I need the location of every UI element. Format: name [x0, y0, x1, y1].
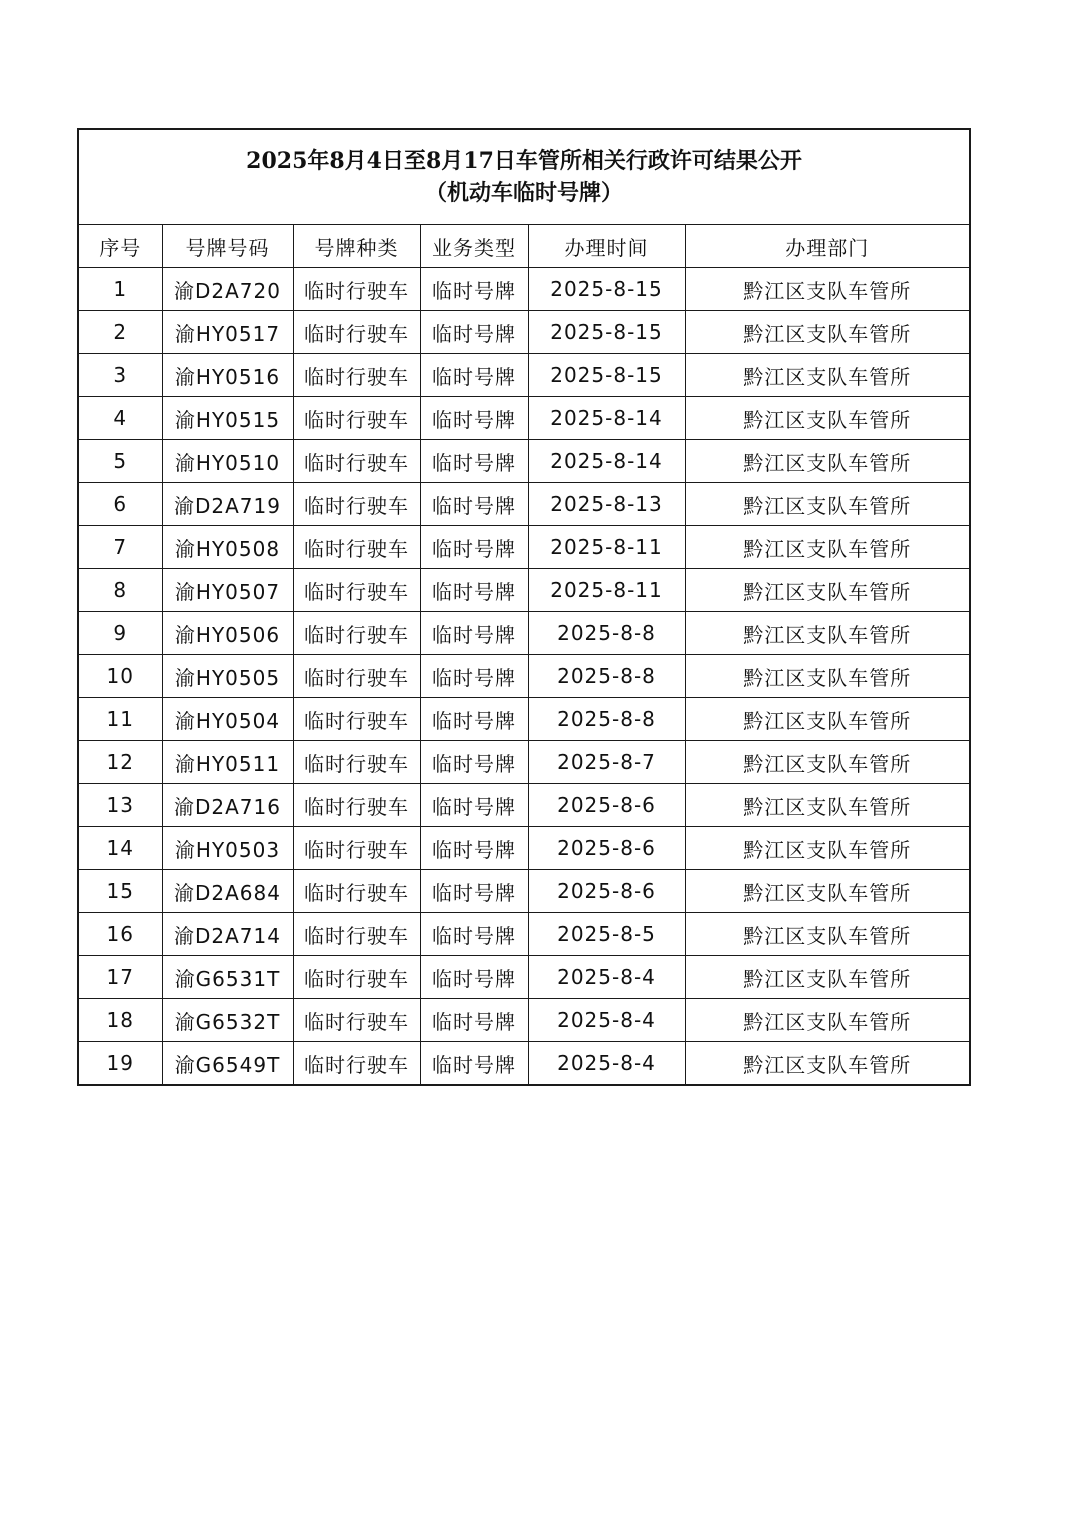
plate-number-cell: 渝HY0503 — [162, 827, 293, 870]
process-date-cell: 2025-8-8 — [528, 655, 685, 698]
table-row — [78, 397, 970, 440]
title-line-1: 2025年8月4日至8月17日车管所相关行政许可结果公开 — [246, 148, 802, 174]
business-type-cell: 临时号牌 — [420, 655, 528, 698]
business-type-cell: 临时号牌 — [420, 612, 528, 655]
table-row — [78, 956, 970, 999]
plate-type-cell: 临时行驶车 — [293, 1042, 420, 1086]
table-row — [78, 784, 970, 827]
business-type-cell: 临时号牌 — [420, 999, 528, 1042]
plate-number-cell: 渝D2A720 — [162, 268, 293, 311]
table-row — [78, 311, 970, 354]
plate-number-cell: 渝HY0508 — [162, 526, 293, 569]
business-type-cell: 临时号牌 — [420, 870, 528, 913]
plate-type-cell: 临时行驶车 — [293, 655, 420, 698]
plate-type-cell: 临时行驶车 — [293, 483, 420, 526]
plate-type-cell: 临时行驶车 — [293, 397, 420, 440]
plate-number-cell: 渝D2A719 — [162, 483, 293, 526]
process-date-cell: 2025-8-4 — [528, 1042, 685, 1086]
row-index-cell: 5 — [78, 440, 162, 483]
table-row — [78, 440, 970, 483]
plate-number-cell: 渝HY0510 — [162, 440, 293, 483]
header-row — [78, 225, 970, 268]
business-type-cell: 临时号牌 — [420, 569, 528, 612]
department-cell: 黔江区支队车管所 — [685, 397, 970, 440]
title-line-2: （机动车临时号牌） — [425, 180, 624, 206]
plate-type-cell: 临时行驶车 — [293, 569, 420, 612]
department-cell: 黔江区支队车管所 — [685, 440, 970, 483]
department-cell: 黔江区支队车管所 — [685, 870, 970, 913]
business-type-cell: 临时号牌 — [420, 741, 528, 784]
row-index-cell: 13 — [78, 784, 162, 827]
process-date-cell: 2025-8-6 — [528, 870, 685, 913]
table-row — [78, 1042, 970, 1086]
plate-number-cell: 渝D2A716 — [162, 784, 293, 827]
business-type-cell: 临时号牌 — [420, 698, 528, 741]
row-index-cell: 16 — [78, 913, 162, 956]
plate-number-cell: 渝HY0506 — [162, 612, 293, 655]
column-header-index: 序号 — [78, 225, 162, 268]
column-header-department: 办理部门 — [685, 225, 970, 268]
business-type-cell: 临时号牌 — [420, 440, 528, 483]
plate-number-cell: 渝HY0505 — [162, 655, 293, 698]
column-header-business-type: 业务类型 — [420, 225, 528, 268]
department-cell: 黔江区支队车管所 — [685, 354, 970, 397]
plate-type-cell: 临时行驶车 — [293, 268, 420, 311]
plate-number-cell: 渝HY0515 — [162, 397, 293, 440]
plate-type-cell: 临时行驶车 — [293, 827, 420, 870]
row-index-cell: 6 — [78, 483, 162, 526]
plate-type-cell: 临时行驶车 — [293, 784, 420, 827]
table-row — [78, 999, 970, 1042]
business-type-cell: 临时号牌 — [420, 268, 528, 311]
column-header-process-date: 办理时间 — [528, 225, 685, 268]
business-type-cell: 临时号牌 — [420, 397, 528, 440]
plate-number-cell: 渝G6532T — [162, 999, 293, 1042]
department-cell: 黔江区支队车管所 — [685, 526, 970, 569]
department-cell: 黔江区支队车管所 — [685, 913, 970, 956]
process-date-cell: 2025-8-15 — [528, 354, 685, 397]
plate-number-cell: 渝HY0504 — [162, 698, 293, 741]
department-cell: 黔江区支队车管所 — [685, 1042, 970, 1086]
process-date-cell: 2025-8-15 — [528, 311, 685, 354]
process-date-cell: 2025-8-7 — [528, 741, 685, 784]
plate-number-cell: 渝D2A714 — [162, 913, 293, 956]
row-index-cell: 9 — [78, 612, 162, 655]
process-date-cell: 2025-8-11 — [528, 526, 685, 569]
plate-type-cell: 临时行驶车 — [293, 311, 420, 354]
row-index-cell: 4 — [78, 397, 162, 440]
column-header-plate-type: 号牌种类 — [293, 225, 420, 268]
permit-results-table — [77, 128, 971, 1086]
process-date-cell: 2025-8-11 — [528, 569, 685, 612]
table-row — [78, 870, 970, 913]
table-row — [78, 698, 970, 741]
plate-number-cell: 渝HY0517 — [162, 311, 293, 354]
business-type-cell: 临时号牌 — [420, 1042, 528, 1086]
row-index-cell: 1 — [78, 268, 162, 311]
plate-type-cell: 临时行驶车 — [293, 698, 420, 741]
plate-number-cell: 渝G6531T — [162, 956, 293, 999]
process-date-cell: 2025-8-13 — [528, 483, 685, 526]
business-type-cell: 临时号牌 — [420, 956, 528, 999]
plate-number-cell: 渝HY0516 — [162, 354, 293, 397]
row-index-cell: 12 — [78, 741, 162, 784]
department-cell: 黔江区支队车管所 — [685, 999, 970, 1042]
row-index-cell: 7 — [78, 526, 162, 569]
business-type-cell: 临时号牌 — [420, 311, 528, 354]
plate-type-cell: 临时行驶车 — [293, 526, 420, 569]
process-date-cell: 2025-8-8 — [528, 612, 685, 655]
row-index-cell: 19 — [78, 1042, 162, 1086]
department-cell: 黔江区支队车管所 — [685, 956, 970, 999]
department-cell: 黔江区支队车管所 — [685, 784, 970, 827]
column-header-plate-number: 号牌号码 — [162, 225, 293, 268]
plate-number-cell: 渝D2A684 — [162, 870, 293, 913]
table-row — [78, 354, 970, 397]
department-cell: 黔江区支队车管所 — [685, 698, 970, 741]
table-row — [78, 827, 970, 870]
plate-type-cell: 临时行驶车 — [293, 440, 420, 483]
process-date-cell: 2025-8-6 — [528, 784, 685, 827]
plate-type-cell: 临时行驶车 — [293, 913, 420, 956]
business-type-cell: 临时号牌 — [420, 354, 528, 397]
table-row — [78, 913, 970, 956]
table-body — [78, 268, 970, 1086]
row-index-cell: 15 — [78, 870, 162, 913]
department-cell: 黔江区支队车管所 — [685, 612, 970, 655]
plate-type-cell: 临时行驶车 — [293, 741, 420, 784]
plate-type-cell: 临时行驶车 — [293, 999, 420, 1042]
table-row — [78, 483, 970, 526]
table-row — [78, 612, 970, 655]
department-cell: 黔江区支队车管所 — [685, 741, 970, 784]
plate-number-cell: 渝HY0511 — [162, 741, 293, 784]
table-row — [78, 268, 970, 311]
row-index-cell: 14 — [78, 827, 162, 870]
department-cell: 黔江区支队车管所 — [685, 311, 970, 354]
plate-type-cell: 临时行驶车 — [293, 354, 420, 397]
process-date-cell: 2025-8-8 — [528, 698, 685, 741]
row-index-cell: 10 — [78, 655, 162, 698]
business-type-cell: 临时号牌 — [420, 784, 528, 827]
business-type-cell: 临时号牌 — [420, 913, 528, 956]
process-date-cell: 2025-8-14 — [528, 397, 685, 440]
business-type-cell: 临时号牌 — [420, 827, 528, 870]
plate-number-cell: 渝G6549T — [162, 1042, 293, 1086]
table-row — [78, 526, 970, 569]
row-index-cell: 2 — [78, 311, 162, 354]
plate-type-cell: 临时行驶车 — [293, 870, 420, 913]
business-type-cell: 临时号牌 — [420, 483, 528, 526]
table-row — [78, 569, 970, 612]
row-index-cell: 3 — [78, 354, 162, 397]
title-row — [78, 129, 970, 225]
table-row — [78, 655, 970, 698]
row-index-cell: 11 — [78, 698, 162, 741]
department-cell: 黔江区支队车管所 — [685, 569, 970, 612]
process-date-cell: 2025-8-4 — [528, 956, 685, 999]
plate-type-cell: 临时行驶车 — [293, 956, 420, 999]
process-date-cell: 2025-8-14 — [528, 440, 685, 483]
business-type-cell: 临时号牌 — [420, 526, 528, 569]
process-date-cell: 2025-8-4 — [528, 999, 685, 1042]
process-date-cell: 2025-8-15 — [528, 268, 685, 311]
process-date-cell: 2025-8-6 — [528, 827, 685, 870]
plate-number-cell: 渝HY0507 — [162, 569, 293, 612]
department-cell: 黔江区支队车管所 — [685, 655, 970, 698]
department-cell: 黔江区支队车管所 — [685, 268, 970, 311]
row-index-cell: 18 — [78, 999, 162, 1042]
department-cell: 黔江区支队车管所 — [685, 827, 970, 870]
plate-type-cell: 临时行驶车 — [293, 612, 420, 655]
process-date-cell: 2025-8-5 — [528, 913, 685, 956]
row-index-cell: 17 — [78, 956, 162, 999]
table-title — [78, 129, 970, 225]
table-row — [78, 741, 970, 784]
row-index-cell: 8 — [78, 569, 162, 612]
department-cell: 黔江区支队车管所 — [685, 483, 970, 526]
